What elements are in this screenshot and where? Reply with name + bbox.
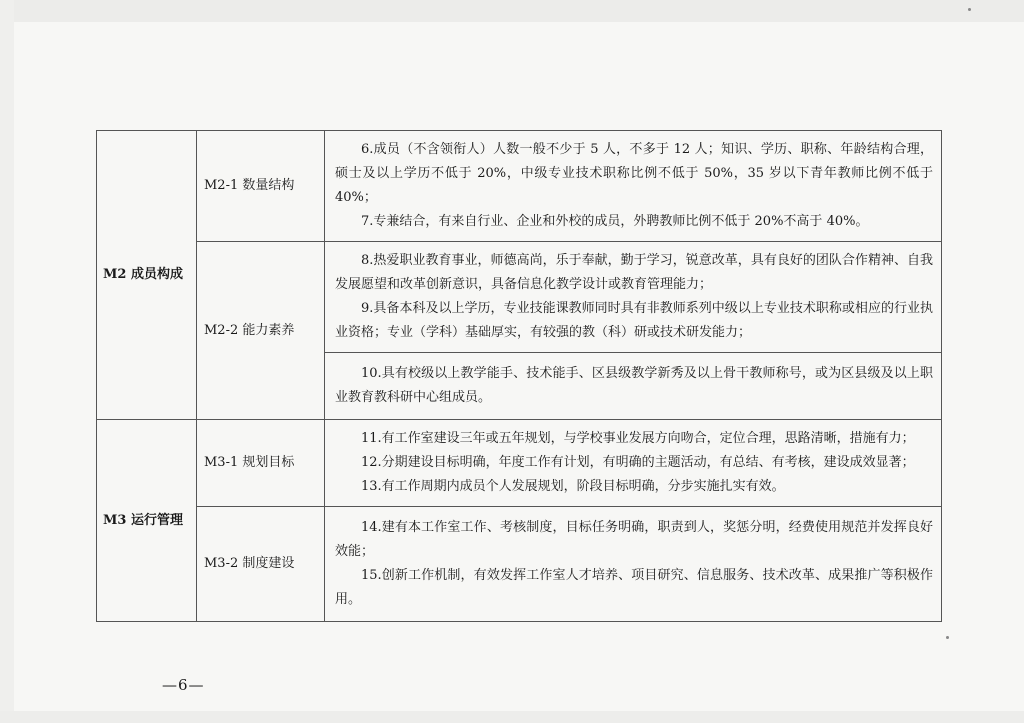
requirements-cell	[325, 131, 942, 242]
category-cell	[97, 420, 197, 622]
subcategory-label: M3-2 制度建设	[204, 556, 295, 571]
requirement-item: 8.热爱职业教育事业，师德高尚，乐于奉献，勤于学习，锐意改革，具有良好的团队合作精神、自我发展愿望和改革创新意识，具备信息化教学设计或教育管理能力；	[335, 253, 933, 292]
requirements-cell	[325, 420, 942, 507]
subcategory-cell	[197, 507, 325, 622]
requirement-item: 14.建有本工作室工作、考核制度，目标任务明确，职责到人，奖惩分明，经费使用规范并发挥良好效能；	[335, 520, 933, 559]
category-cell	[97, 131, 197, 420]
subcategory-label: M2-2 能力素养	[204, 322, 295, 338]
requirements-cell	[325, 242, 942, 353]
requirement-item: 9.具备本科及以上学历，专业技能课教师同时具有非教师系列中级以上专业技术职称或相应的行业执业资格；专业（学科）基础厚实，有较强的教（科）研或技术研发能力；	[335, 301, 933, 340]
requirement-item: 13.有工作周期内成员个人发展规划，阶段目标明确，分步实施扎实有效。	[361, 479, 785, 494]
table-row	[97, 420, 942, 507]
requirements-cell	[325, 353, 942, 420]
category-label: M2 成员构成	[103, 267, 183, 282]
requirement-item: 7.专兼结合，有来自行业、企业和外校的成员，外聘教师比例不低于 20%不高于 40%。	[361, 214, 869, 229]
scan-speck	[968, 8, 971, 11]
subcategory-label: M2-1 数量结构	[204, 178, 295, 193]
requirement-item: 12.分期建设目标明确，年度工作有计划，有明确的主题活动，有总结、有考核，建设成效显著；	[361, 455, 915, 470]
requirement-item: 10.具有校级以上教学能手、技术能手、区县级教学新秀及以上骨干教师称号，或为区县级及以上职业教育教科研中心组成员。	[335, 366, 933, 405]
subcategory-cell	[197, 242, 325, 420]
scan-margin-left	[0, 0, 14, 723]
table-row	[97, 242, 942, 353]
requirement-item: 15.创新工作机制，有效发挥工作室人才培养、项目研究、信息服务、技术改革、成果推广等积极作用。	[335, 568, 933, 607]
category-label: M3 运行管理	[103, 512, 183, 528]
table-row	[97, 131, 942, 242]
requirement-item: 6.成员（不含领衔人）人数一般不少于 5 人，不多于 12 人；知识、学历、职称、年龄结构合理，硕士及以上学历不低于 20%，中级专业技术职称比例不低于 50%，35 岁以下青年教师比例不低于 40%；	[335, 142, 933, 205]
evaluation-criteria-table	[96, 130, 942, 622]
subcategory-label: M3-1 规划目标	[204, 455, 295, 470]
scan-margin-bottom	[0, 711, 1024, 723]
requirements-cell	[325, 507, 942, 622]
scan-speck	[946, 636, 949, 639]
subcategory-cell	[197, 420, 325, 507]
subcategory-cell	[197, 131, 325, 242]
page-number: —6—	[162, 676, 205, 694]
table-row	[97, 507, 942, 622]
requirement-item: 11.有工作室建设三年或五年规划，与学校事业发展方向吻合，定位合理，思路清晰，措施有力；	[361, 431, 915, 446]
scan-margin-top	[0, 0, 1024, 22]
